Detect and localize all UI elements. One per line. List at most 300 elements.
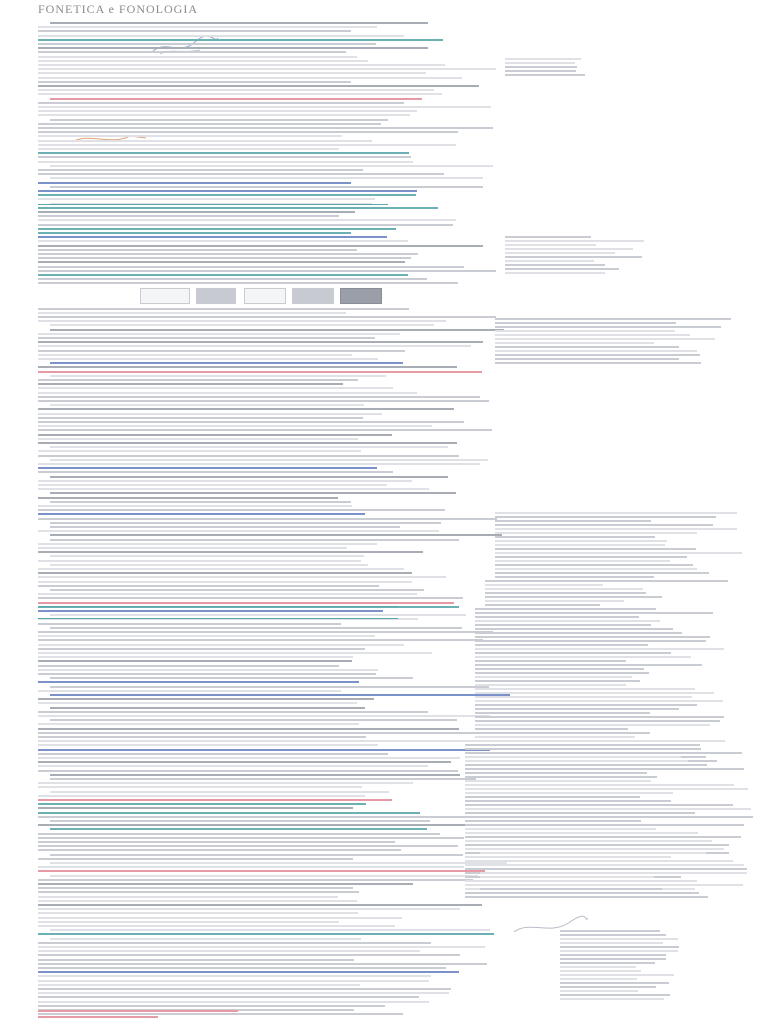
text-line <box>38 673 376 675</box>
text-line <box>38 635 375 637</box>
text-line <box>38 156 411 158</box>
text-line <box>38 480 412 482</box>
text-line <box>38 450 361 452</box>
text-line <box>38 908 460 910</box>
text-line <box>38 85 479 87</box>
text-line <box>38 795 365 797</box>
text-line <box>505 62 575 64</box>
text-line <box>38 887 353 889</box>
text-line <box>560 982 669 984</box>
text-line <box>38 975 431 977</box>
text-line <box>38 1010 238 1012</box>
text-line <box>505 248 633 250</box>
text-line <box>495 350 697 352</box>
text-line <box>38 131 458 133</box>
text-line <box>560 994 670 996</box>
text-line <box>560 946 679 948</box>
text-line <box>465 816 753 818</box>
text-line <box>495 318 731 320</box>
text-line <box>38 190 417 192</box>
text-line <box>480 852 706 854</box>
handwritten-sketch-icon <box>150 34 220 58</box>
text-line <box>50 98 422 100</box>
text-line <box>38 971 459 973</box>
text-line <box>38 345 471 347</box>
text-line <box>38 992 449 994</box>
text-line <box>465 784 734 786</box>
text-line <box>505 66 577 68</box>
text-line <box>560 974 674 976</box>
text-line <box>50 539 459 541</box>
text-line <box>38 891 359 893</box>
phoneme-figure-3 <box>244 288 286 304</box>
text-line <box>38 715 490 717</box>
text-line <box>38 786 362 788</box>
text-line <box>38 64 445 66</box>
text-line <box>38 442 457 444</box>
text-line <box>38 274 408 276</box>
text-line <box>505 252 615 254</box>
table-rule <box>38 204 388 205</box>
text-line <box>38 858 353 860</box>
text-line <box>38 744 378 746</box>
text-line <box>495 556 687 558</box>
text-line <box>38 879 473 881</box>
text-line <box>38 211 355 213</box>
text-line <box>485 600 624 602</box>
text-line <box>475 644 648 646</box>
text-line <box>38 996 419 998</box>
text-line <box>480 892 699 894</box>
text-line <box>495 354 700 356</box>
text-line <box>485 584 603 586</box>
text-line <box>38 963 487 965</box>
text-line <box>38 102 404 104</box>
text-line <box>495 512 737 514</box>
text-line <box>495 560 670 562</box>
text-line <box>485 596 662 598</box>
text-line <box>38 1013 403 1015</box>
text-line <box>38 77 462 79</box>
text-line <box>465 756 681 758</box>
text-line <box>465 820 641 822</box>
text-line <box>38 749 490 751</box>
text-line <box>38 182 351 184</box>
text-line <box>38 123 381 125</box>
text-line <box>50 186 483 188</box>
text-line <box>50 862 507 864</box>
text-line <box>38 866 464 868</box>
text-line <box>38 959 354 961</box>
text-line <box>38 215 339 217</box>
text-line <box>38 585 379 587</box>
text-line <box>475 728 628 730</box>
text-line <box>505 70 576 72</box>
text-line <box>475 652 671 654</box>
text-line <box>475 612 713 614</box>
text-line <box>38 421 464 423</box>
text-line <box>465 788 748 790</box>
text-line <box>38 765 428 767</box>
text-line <box>475 688 695 690</box>
text-line <box>480 888 662 890</box>
text-line <box>38 816 472 818</box>
text-line <box>50 492 456 494</box>
text-line <box>560 978 637 980</box>
text-line <box>38 392 417 394</box>
text-line <box>38 505 352 507</box>
text-line <box>38 921 339 923</box>
text-line <box>475 676 632 678</box>
text-line <box>38 740 466 742</box>
text-line <box>495 346 679 348</box>
text-line <box>38 803 366 805</box>
text-line <box>50 828 427 830</box>
text-line <box>38 732 493 734</box>
text-line <box>38 807 353 809</box>
text-line <box>38 761 451 763</box>
text-line <box>475 684 626 686</box>
text-line <box>495 576 654 578</box>
text-line <box>50 526 400 528</box>
phoneme-figure-1 <box>140 288 190 304</box>
text-line <box>485 604 600 606</box>
text-line <box>38 644 404 646</box>
text-line <box>38 68 496 70</box>
text-line <box>38 917 402 919</box>
text-line <box>465 768 744 770</box>
text-line <box>38 467 377 469</box>
text-line <box>38 543 377 545</box>
text-line <box>50 719 457 721</box>
text-line <box>38 312 346 314</box>
text-line <box>475 656 691 658</box>
text-line <box>38 135 342 137</box>
text-line <box>465 760 688 762</box>
text-line <box>38 194 416 196</box>
text-line <box>38 51 346 53</box>
text-line <box>480 864 644 866</box>
text-line <box>50 707 365 709</box>
text-line <box>475 624 651 626</box>
text-line <box>38 354 352 356</box>
text-line <box>38 245 483 247</box>
text-line <box>38 320 446 322</box>
text-line <box>38 967 446 969</box>
text-line <box>38 261 405 263</box>
text-line <box>50 522 441 524</box>
text-line <box>38 547 347 549</box>
text-line <box>38 106 491 108</box>
text-line <box>38 610 383 612</box>
text-line <box>38 912 358 914</box>
text-line <box>475 708 679 710</box>
text-line <box>50 22 428 24</box>
table-rule <box>38 606 398 607</box>
text-line <box>475 692 714 694</box>
text-line <box>38 417 363 419</box>
text-line <box>38 341 483 343</box>
text-line <box>50 404 364 406</box>
text-line <box>465 776 657 778</box>
text-line <box>560 954 666 956</box>
text-line <box>38 56 357 58</box>
text-line <box>38 711 428 713</box>
text-line <box>38 753 388 755</box>
text-line <box>38 669 378 671</box>
text-line <box>495 524 713 526</box>
text-line <box>38 568 404 570</box>
text-line <box>495 568 697 570</box>
text-line <box>38 429 492 431</box>
text-line <box>38 148 339 150</box>
text-line <box>465 748 701 750</box>
text-line <box>38 942 431 944</box>
text-line <box>38 93 442 95</box>
text-line <box>475 632 682 634</box>
text-line <box>38 631 493 633</box>
text-line <box>38 114 410 116</box>
phoneme-figure-5 <box>340 288 382 304</box>
phoneme-figure-2 <box>196 288 236 304</box>
text-line <box>38 169 363 171</box>
text-line <box>38 665 339 667</box>
text-line <box>38 408 454 410</box>
text-line <box>465 828 656 830</box>
text-line <box>480 860 733 862</box>
text-line <box>38 232 351 234</box>
text-line <box>495 548 696 550</box>
text-line <box>38 371 482 373</box>
text-line <box>38 161 413 163</box>
text-line <box>38 316 496 318</box>
text-line <box>475 712 650 714</box>
text-line <box>38 43 376 45</box>
text-line <box>475 724 710 726</box>
text-line <box>50 177 483 179</box>
text-line <box>505 236 591 238</box>
text-line <box>475 640 706 642</box>
text-line <box>38 656 353 658</box>
text-line <box>38 723 359 725</box>
text-line <box>475 732 650 734</box>
text-line <box>50 329 504 331</box>
text-line <box>480 872 747 874</box>
text-line <box>38 35 404 37</box>
text-line <box>50 459 488 461</box>
text-line <box>38 144 456 146</box>
text-line <box>50 694 510 696</box>
text-line <box>465 764 707 766</box>
text-line <box>38 219 456 221</box>
text-line <box>495 572 709 574</box>
text-line <box>50 791 389 793</box>
text-line <box>38 387 393 389</box>
text-line <box>495 342 654 344</box>
text-line <box>50 929 490 931</box>
text-line <box>465 740 725 742</box>
text-line <box>38 249 357 251</box>
text-line <box>50 446 448 448</box>
text-line <box>50 589 424 591</box>
text-line <box>480 884 676 886</box>
text-line <box>38 597 463 599</box>
text-line <box>38 623 341 625</box>
text-line <box>475 704 697 706</box>
text-line <box>38 639 483 641</box>
text-line <box>38 841 395 843</box>
text-line <box>495 338 715 340</box>
text-line <box>50 534 502 536</box>
text-line <box>475 648 724 650</box>
text-line <box>480 856 671 858</box>
text-line <box>505 58 581 60</box>
text-line <box>38 782 413 784</box>
text-line <box>38 198 375 200</box>
text-line <box>505 74 585 76</box>
text-line <box>38 837 464 839</box>
text-line <box>475 660 626 662</box>
text-line <box>38 253 418 255</box>
text-line <box>38 1005 385 1007</box>
text-line <box>465 792 673 794</box>
text-line <box>38 530 439 532</box>
text-line <box>475 696 692 698</box>
text-line <box>560 970 641 972</box>
text-line <box>38 602 454 604</box>
text-line <box>495 334 690 336</box>
text-line <box>38 308 409 310</box>
text-line <box>38 560 361 562</box>
text-line <box>495 516 716 518</box>
text-line <box>38 812 420 814</box>
text-line <box>560 998 664 1000</box>
text-line <box>38 434 392 436</box>
text-line <box>465 780 651 782</box>
text-line <box>38 572 412 574</box>
text-line <box>38 518 497 520</box>
text-line <box>38 660 352 662</box>
text-line <box>38 484 387 486</box>
text-line <box>465 800 671 802</box>
text-line <box>38 438 358 440</box>
text-line <box>38 770 458 772</box>
text-line <box>475 608 648 610</box>
text-line <box>475 636 710 638</box>
text-line <box>50 938 361 940</box>
text-line <box>50 778 476 780</box>
text-line <box>38 497 338 499</box>
text-line <box>50 375 386 377</box>
text-line <box>480 876 654 878</box>
text-line <box>465 832 698 834</box>
text-line <box>50 677 413 679</box>
text-line <box>495 544 665 546</box>
text-line <box>38 207 438 209</box>
text-line <box>480 880 655 882</box>
text-line <box>505 260 594 262</box>
page-title: FONETICA e FONOLOGIA <box>38 2 198 16</box>
text-line <box>38 736 366 738</box>
text-line <box>38 60 368 62</box>
text-line <box>38 379 358 381</box>
text-line <box>38 984 360 986</box>
text-line <box>38 1016 158 1018</box>
text-line <box>480 868 658 870</box>
text-line <box>495 532 697 534</box>
text-line <box>38 89 434 91</box>
text-line <box>38 509 445 511</box>
text-line <box>480 896 664 898</box>
text-line <box>465 772 647 774</box>
text-line <box>38 728 459 730</box>
text-line <box>38 270 496 272</box>
text-line <box>38 933 494 935</box>
text-line <box>50 501 351 503</box>
text-line <box>38 471 393 473</box>
text-line <box>475 680 640 682</box>
text-line <box>38 980 429 982</box>
text-line <box>38 81 351 83</box>
text-line <box>38 173 444 175</box>
text-line <box>38 400 489 402</box>
text-line <box>38 110 417 112</box>
text-line <box>465 848 724 850</box>
text-line <box>560 950 678 952</box>
text-line <box>485 592 646 594</box>
text-line <box>38 849 401 851</box>
handwritten-sketch-icon <box>510 912 590 940</box>
text-line <box>495 540 667 542</box>
text-line <box>38 127 493 129</box>
text-line <box>38 350 405 352</box>
text-line <box>50 686 489 688</box>
text-line <box>495 362 701 364</box>
text-line <box>495 552 742 554</box>
text-line <box>38 1001 429 1003</box>
text-line <box>38 513 365 515</box>
text-line <box>38 551 423 553</box>
text-line <box>485 580 595 582</box>
text-line <box>38 463 480 465</box>
text-line <box>560 966 636 968</box>
phoneme-figure-4 <box>292 288 334 304</box>
text-line <box>38 581 412 583</box>
text-line <box>475 628 673 630</box>
text-line <box>50 774 460 776</box>
text-line <box>50 614 466 616</box>
text-line <box>50 627 462 629</box>
text-line <box>50 476 448 478</box>
text-line <box>38 257 411 259</box>
text-line <box>38 39 443 41</box>
text-line <box>38 870 485 872</box>
text-line <box>560 990 638 992</box>
text-line <box>475 620 660 622</box>
text-line <box>475 672 649 674</box>
text-line <box>38 224 453 226</box>
text-line <box>38 576 446 578</box>
text-line <box>38 396 480 398</box>
text-line <box>465 752 742 754</box>
text-line <box>505 272 605 274</box>
text-line <box>38 950 420 952</box>
text-line <box>38 883 413 885</box>
text-line <box>38 690 341 692</box>
text-line <box>38 757 460 759</box>
text-line <box>505 256 642 258</box>
text-line <box>475 700 723 702</box>
